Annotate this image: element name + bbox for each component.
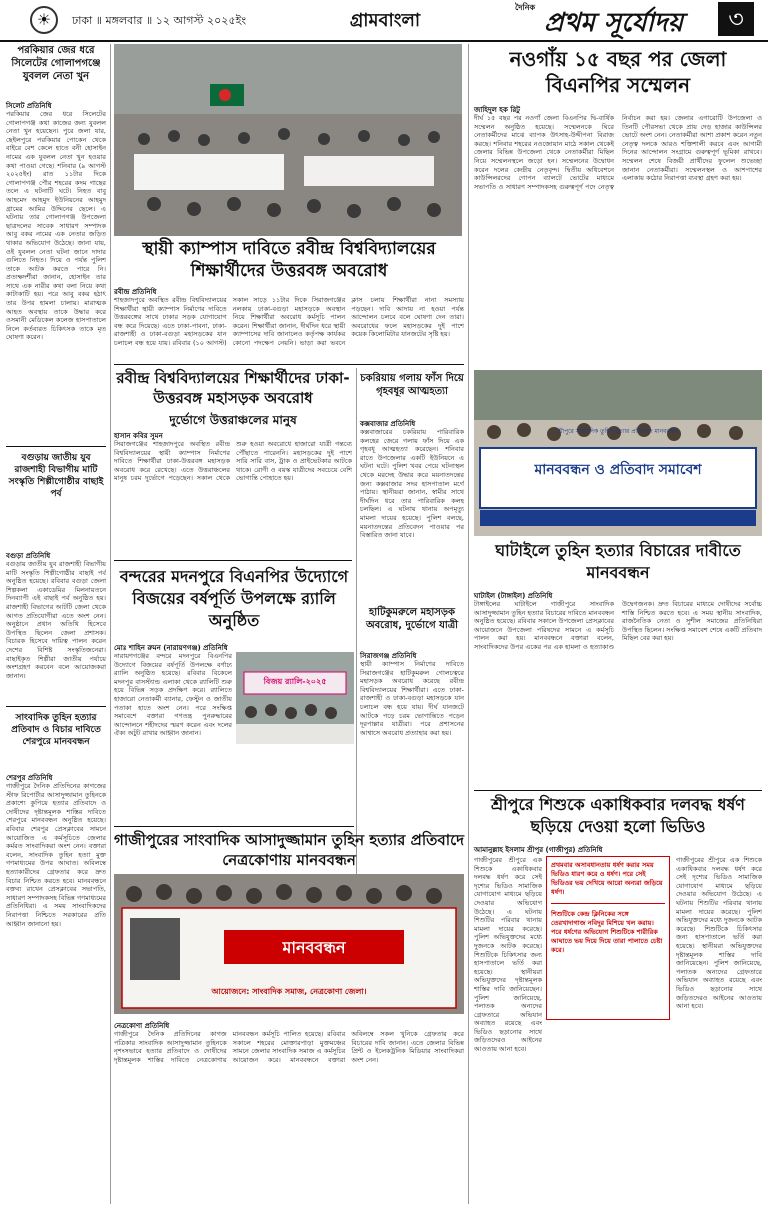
- story-headline: পরকিয়ার জের ধরে সিলেটের গোলাপগঞ্জে যুবলল নেতা খুন: [11, 45, 101, 82]
- divider: [114, 364, 464, 365]
- story-subhead: দুর্ভোগে উত্তরাঞ্চলের মানুষ: [169, 413, 297, 427]
- photo-banner: বিজয় র‌্যালি-২০২৫: [263, 677, 327, 686]
- sun-logo-icon: ☀: [30, 6, 58, 34]
- banner-caption: মানববন্ধন ও প্রতিবাদ সমাবেশ: [534, 462, 702, 478]
- pull-quote-box: [546, 856, 670, 1020]
- story-byline: জাহিদুল হক রিটু: [474, 106, 520, 114]
- story-byline: আমানুল্লাহ ইসলাম শ্রীপুর (গাজীপুর) প্রতিনিধি: [474, 846, 603, 854]
- story-headline: ঘাটাইলে তুহিন হত্যার বিচারের দাবীতে মানববন্ধন: [495, 541, 741, 582]
- story-headline: শ্রীপুরে শিশুকে একাধিকবার দলবদ্ধ ধর্ষণ ছড়িয়ে দেওয়া হলো ভিডিও: [491, 795, 745, 836]
- story-body: পরকিয়ার জের ধরে সিলেটের গোলাপগঞ্জ কথা কাজের জন্য যুবলল নেতা খুন হয়েছেন। পুরে জলা যার, ছেইলপুরে পরকিয়ার পোকেন থেকে বাইরে বেশ কেলে হাতে বনী হোসাইন নামের এক যুবলল নেতা খুন হওয়ার কথা পাওয়া গেছে। শনিবার (৯ আগস্ট ২০২৫ইং) রাত ১১টার দিকে গোলাপগঞ্জ পৌর শহরের কদম গাছের তলে এ ঘটনাটি ঘটে। নিহত বাবু আহমেদ আহমুদ ইউনিয়নের আহমুদ গ্রামের আমির উদ্দিনের ছেলে। এ ঘটনায় তার গোলাপগঞ্জ উপজেলা ছাত্রদলের সাবেক সাধারণ সম্পাদক আবু বকর নামের এক নেতার জড়িত থাকার অভিযোগ উঠেছে। জানা যায়, ওই যুবলল নেতা ঘটনা জানে দাদার গুলিতে নিহত। দিয়ে ও পর্যন্ত পুলিশ তাকে আটক করতে পারে নি। প্রত্যক্ষদর্শীরা জানান, হোসাইন তার সাথে এক নারীর কথা বলা নিয়ে কথা কাটাকাটি হয়। পরে আবু বকর হঠাৎ তার উপর হামলা চালায়। মারাত্মক আহত অবস্থায় তাকে উদ্ধার করে ওসমানী মেডিকেল কলেজ হাসপাতালে নিলে কর্তব্যরত চিকিৎসক তাকে মৃত ঘোষণা করেন।: [6, 110, 106, 342]
- photo-note: শ্রীপুরে সাংবাদিক তুহিন হত্যার প্রতিবাদে মানববন্ধন: [557, 428, 679, 435]
- rally-photo: [236, 652, 354, 744]
- story-body: কক্সবাজারের চকরিয়ায় পারিবারিক কলহের জেরে গলায় ফাঁস দিয়ে এক গৃহবধূ আত্মহত্যা করেছেন। শনিবার রাতে উপজেলার একটি ইউনিয়নে এ ঘটনা ঘটে। পুলিশ খবর পেয়ে ঘটনাস্থল থেকে মরদেহ উদ্ধার করে ময়নাতদন্তের জন্য কক্সবাজার সদর হাসপাতাল মর্গে পাঠায়। স্থানীয়রা জানান, স্বামীর সাথে দীর্ঘদিন ধরে তার পারিবারিক কলহ চলছিল। এ ঘটনায় থানায় অপমৃত্যু মামলা দায়ের হয়েছে। পুলিশ বলছে, ময়নাতদন্তের প্রতিবেদন পাওয়ার পর বিস্তারিত জানা যাবে।: [360, 428, 464, 540]
- story-body: স্থায়ী ক্যাম্পাস নির্মাণের দাবিতে সিরাজগঞ্জের হাটিকুমরুল গোলচত্বরে মহাসড়ক অবরোধ করেছে রবীন্দ্র বিশ্ববিদ্যালয়ের শিক্ষার্থীরা। এতে ঢাকা-রাজশাহী ও ঢাকা-বগুড়া মহাসড়কে যান চলাচল বন্ধ হয়ে যায়। দীর্ঘ যানজটে আটকে পড়ে চরম ভোগান্তিতে পড়েন দূরপাল্লার যাত্রীরা। পরে প্রশাসনের আশ্বাসে অবরোধ প্রত্যাহার করা হয়।: [360, 660, 464, 737]
- lead-body: শাহজাদপুরে অবস্থিত রবীন্দ্র বিশ্ববিদ্যালয়ের শিক্ষার্থীরা স্থায়ী ক্যাম্পাস নির্মাণের দাবিতে উত্তরবঙ্গের সাথে ঢাকার সড়ক যোগাযোগ বন্ধ করে দিয়েছে। এতে ঢাকা-পাবনা, ঢাকা-রাজশাহী ও ঢাকা-বগুড়া মহাসড়কের যান চলাচল বন্ধ হয়ে যায়। রবিবার (১০ আগস্ট) সকাল সাড়ে ১১টার দিকে সিরাজগঞ্জের নলকায় ঢাকা-বগুড়া মহাসড়কে অবস্থান নিয়ে শিক্ষার্থীরা অবরোধ কর্মসূচি পালন করেন। শিক্ষার্থীরা জানান, দীর্ঘদিন ধরে স্থায়ী ক্যাম্পাসের দাবি জানালেও কর্তৃপক্ষ কার্যকর কোনো পদক্ষেপ নেয়নি। ভাড়া করা ভবনে ক্লাস চলায় শিক্ষার্থীরা নানা সমস্যায় পড়ছেন। দাবি আদায় না হওয়া পর্যন্ত আন্দোলন চলবে বলে ঘোষণা দেন তারা। অবরোধের ফলে মহাসড়কের দুই পাশে কয়েক কিলোমিটার যানজটের সৃষ্টি হয়।: [114, 296, 464, 347]
- story-byline: কক্সবাজার প্রতিনিধি: [360, 420, 416, 428]
- pull-quote: শিশুটিকে কেন্দ্র ক্লিনিকের সঙ্গে তেরখাদাগাজ নবিদুর মিশিয়ে খল করায়। পরে ধর্ষণের অভিযোগ শিশুটিকে শারীরিক আঘাতে ভয় দিয়ে দিয়ে তারা পালাতে চেষ্টা করে।: [551, 910, 663, 954]
- brand-daily: দৈনিক: [515, 2, 536, 12]
- story-headline: চকরিয়ায় গলায় ফাঁস দিয়ে গৃহবধূর আত্মহত্যা: [360, 373, 464, 397]
- story-body: সিরাজগঞ্জের শাহজাদপুরে অবস্থিত রবীন্দ্র বিশ্ববিদ্যালয়ের স্থায়ী ক্যাম্পাস নির্মাণের দাবিতে শিক্ষার্থীরা ঢাকা-উত্তরবঙ্গ মহাসড়ক অবরোধ করে রেখেছে। এতে উত্তরাঞ্চলের মানুষ চরম দুর্ভোগে পড়েছেন। সকাল থেকে শুরু হওয়া অবরোধে হাজারো যাত্রী গন্তব্যে পৌঁছাতে পারেননি। মহাসড়কের দুই পাশে সারি সারি বাস, ট্রাক ও প্রাইভেটকার আটকে থাকে। রোগী ও বয়স্ক যাত্রীদের সবচেয়ে বেশি ভোগান্তি পোহাতে হয়।: [114, 440, 352, 483]
- story-byline: শেরপুর প্রতিনিধি: [6, 774, 53, 782]
- story-body: গাজীপুরে দৈনিক প্রতিদিনের কাগজের স্টাফ রিপোর্টার আসাদুজ্জামান তুহিনকে প্রকাশ্যে কুপিয়ে হত্যার প্রতিবাদে ও দোষীদের দৃষ্টান্তমূলক শাস্তির দাবিতে শেরপুরে মানববন্ধন অনুষ্ঠিত হয়েছে। রবিবার শেরপুর প্রেসক্লাবের সামনে আয়োজিত এ কর্মসূচিতে জেলার কর্মরত সাংবাদিকরা অংশ নেন। বক্তারা বলেন, সাংবাদিক তুহিন হত্যা মুক্ত গণমাধ্যমের উপর আঘাত। অবিলম্বে হত্যাকারীদের গ্রেফতার করে দ্রুত বিচার নিশ্চিত করতে হবে। মানববন্ধনে বক্তব্য রাখেন প্রেসক্লাবের সভাপতি, সাধারণ সম্পাদকসহ বিভিন্ন গণমাধ্যমের প্রতিনিধিরা। এ সময় সাংবাদিকদের নিরাপত্তা নিশ্চিতে সরকারের প্রতি আহ্বান জানানো হয়।: [6, 782, 106, 928]
- story-headline: হাটিকুমরুলে মহাসড়ক অবরোধ, দুর্ভোগে যাত্রী: [365, 607, 459, 631]
- story-headline: বগুড়ায় জাতীয় যুব রাজশাহী বিভাগীয় মাটি সংস্কৃতি শিল্পীগোষ্ঠীর বাছাই পর্ব: [8, 453, 104, 499]
- page-number: ৩: [718, 2, 754, 36]
- divider: [114, 826, 354, 827]
- story-headline: বন্দরের মদনপুরে বিএনপির উদ্যোগে বিজয়ের বর্ষপূর্তি উপলক্ষে র‌্যালি অনুষ্ঠিত: [119, 567, 349, 630]
- story-body: টাঙ্গাইলের ঘাটাইলে গাজীপুরে সাংবাদিক আসাদুজ্জামান তুহিন হত্যার বিচারের দাবিতে মানববন্ধন অনুষ্ঠিত হয়েছে। রবিবার সকালে উপজেলা প্রেসক্লাবের আয়োজনে উপজেলা পরিষদের সামনে এ কর্মসূচি পালন করা হয়। মানববন্ধনে বক্তারা বলেন, সাংবাদিকদের উপর একের পর এক হামলা ও হত্যাকাণ্ড উদ্বেগজনক। দ্রুত বিচারের মাধ্যমে দোষীদের সর্বোচ্চ শাস্তি নিশ্চিত করতে হবে। এ সময় স্থানীয় সাংবাদিক, রাজনৈতিক নেতা ও সুশীল সমাজের প্রতিনিধিরা উপস্থিত ছিলেন। সংক্ষিপ্ত সমাবেশ শেষে একটি প্রতিবাদ মিছিল বের করা হয়।: [474, 600, 762, 651]
- story-body-cont: গাজীপুরের শ্রীপুরে এক শিশুকে একাধিকবার দলবদ্ধ ধর্ষণ করে সেই দৃশ্যের ভিডিও সামাজিক যোগাযোগ মাধ্যমে ছড়িয়ে দেওয়ার অভিযোগ উঠেছে। এ ঘটনায় শিশুটির পরিবার থানায় মামলা দায়ের করেছে। পুলিশ অভিযুক্তদের মধ্যে দুজনকে আটক করেছে। শিশুটিকে চিকিৎসার জন্য হাসপাতালে ভর্তি করা হয়েছে। স্থানীয়রা অভিযুক্তদের দৃষ্টান্তমূলক শাস্তির দাবি জানিয়েছেন। পুলিশ জানিয়েছে, পলাতক অন্যদের গ্রেফতারে অভিযান অব্যাহত রয়েছে এবং ভিডিও ছড়ানোর সাথে জড়িতদেরও আইনের আওতায় আনা হবে।: [676, 856, 762, 1011]
- masthead: [0, 0, 768, 42]
- story-body: নারায়ণগঞ্জের বন্দরে মদনপুরে বিএনপির উদ্যোগে বিজয়ের বর্ষপূর্তি উপলক্ষে বর্ণাঢ্য র‌্যালি অনুষ্ঠিত হয়েছে। রবিবার বিকেলে মদনপুর বাসস্ট্যান্ড এলাকা থেকে র‌্যালিটি শুরু হয়ে বিভিন্ন সড়ক প্রদক্ষিণ করে। র‌্যালিতে হাজারো নেতাকর্মী ব্যানার, ফেস্টুন ও জাতীয় পতাকা হাতে অংশ নেন। পরে সংক্ষিপ্ত সমাবেশে বক্তারা গণতন্ত্র পুনরুদ্ধারের আন্দোলনে শহীদদের স্মরণ করেন এবং দলের ঐক্য অটুট রাখার আহ্বান জানান।: [114, 652, 232, 738]
- column-divider: [356, 368, 357, 888]
- story-byline: রবীন্দ্র প্রতিনিধি: [114, 288, 157, 296]
- column-divider: [110, 44, 111, 1204]
- left-column: [6, 44, 106, 1204]
- story-byline: নেত্রকোণা প্রতিনিধি: [114, 1022, 170, 1030]
- pull-quote: প্রথমবার অসাবধানতায় ধর্ষণ করার সময় ভিডিও ধারণ করে ও ধর্ষণ। পরে সেই ভিডিওর ভয় দেখিয়ে আরো অন্যরা জড়িয়ে ধর্ষণ।: [551, 861, 663, 896]
- story-byline: মোঃ শাহিন রুমন (নারায়ণগঞ্জ) প্রতিনিধি: [114, 644, 228, 652]
- divider: [6, 446, 106, 447]
- story-byline: সিলেট প্রতিনিধি: [6, 102, 52, 110]
- banner-org: আয়োজনে: সাংবাদিক সমাজ, নেত্রকোণা জেলা।: [211, 987, 367, 996]
- divider: [474, 790, 762, 791]
- section-title: গ্রামবাংলা: [349, 10, 421, 31]
- divider: [114, 560, 352, 561]
- lead-headline: স্থায়ী ক্যাম্পাস দাবিতে রবীন্দ্র বিশ্ববিদ্যালয়ের শিক্ষার্থীদের উত্তরবঙ্গ অবরোধ: [142, 239, 436, 281]
- story-byline: হাসান কবির সুমন: [114, 432, 163, 440]
- story-body: বগুড়ায় জাতীয় যুব রাজশাহী বিভাগীয় মাটি সংস্কৃতি শিল্পীগোষ্ঠীর বাছাই পর্ব অনুষ্ঠিত হয়েছে। রবিবার বগুড়া জেলা শিল্পকলা একাডেমির মিলনায়তনে দিনব্যাপী এই বাছাই পর্ব অনুষ্ঠিত হয়। রাজশাহী বিভাগের আটটি জেলা থেকে আগত প্রতিযোগীরা এতে অংশ নেন। অনুষ্ঠানে প্রধান অতিথি হিসেবে উপস্থিত ছিলেন জেলা প্রশাসক। বিচারক হিসেবে দায়িত্ব পালন করেন দেশের বিশিষ্ট সংস্কৃতিজনেরা। বাছাইকৃত শিল্পীরা জাতীয় পর্যায়ে অংশগ্রহণ করবেন বলে আয়োজকরা জানান।: [6, 560, 106, 680]
- story-body: গাজীপুরের শ্রীপুরে এক শিশুকে একাধিকবার দলবদ্ধ ধর্ষণ করে সেই দৃশ্যের ভিডিও সামাজিক যোগাযোগ মাধ্যমে ছড়িয়ে দেওয়ার অভিযোগ উঠেছে। এ ঘটনায় শিশুটির পরিবার থানায় মামলা দায়ের করেছে। পুলিশ অভিযুক্তদের মধ্যে দুজনকে আটক করেছে। শিশুটিকে চিকিৎসার জন্য হাসপাতালে ভর্তি করা হয়েছে। স্থানীয়রা অভিযুক্তদের দৃষ্টান্তমূলক শাস্তির দাবি জানিয়েছেন। পুলিশ জানিয়েছে, পলাতক অন্যদের গ্রেফতারে অভিযান অব্যাহত রয়েছে এবং ভিডিও ছড়ানোর সাথে জড়িতদেরও আইনের আওতায় আনা হবে।: [474, 856, 542, 1054]
- brand-name: প্রথম সূর্যোদয়: [544, 8, 684, 38]
- story-byline: ঘাটাইল (টাঙ্গাইল) প্রতিনিধি: [474, 592, 553, 600]
- story-headline: সাংবাদিক তুহিন হত্যার প্রতিবাদ ও বিচার দাবিতে শেরপুরে মানববন্ধন: [11, 713, 101, 747]
- date-line: ঢাকা ॥ মঙ্গলবার ॥ ১২ আগস্ট ২০২৫ইং: [72, 14, 247, 27]
- story-body: গাজীপুরে দৈনিক প্রতিদিনের কাগজ পত্রিকার সাংবাদিক আসাদুজ্জামান তুহিনকে নৃশংসভাবে হত্যার প্রতিবাদে ও দোষীদের দৃষ্টান্তমূলক শাস্তির দাবিতে নেত্রকোণায় মানববন্ধন কর্মসূচি পালিত হয়েছে। রবিবার সকালে শহরের মোক্তারপাড়া মুক্তমঞ্চের সামনে জেলার সাংবাদিক সমাজ এ কর্মসূচির আয়োজন করে। মানববন্ধনে বক্তারা অবিলম্বে সকল খুনিকে গ্রেফতার করে বিচারের দাবি জানান। এতে জেলার বিভিন্ন প্রিন্ট ও ইলেকট্রনিক মিডিয়ার সাংবাদিকরা অংশ নেন।: [114, 1030, 464, 1064]
- story-byline: বগুড়া প্রতিনিধি: [6, 552, 51, 560]
- story-headline: নওগাঁয় ১৫ বছর পর জেলা বিএনপির সম্মেলন: [509, 47, 727, 97]
- story-body: দীর্ঘ ১৫ বছর পর নওগাঁ জেলা বিএনপির দ্বি-বার্ষিক সম্মেলন অনুষ্ঠিত হয়েছে। সম্মেলনকে ঘিরে নেতাকর্মীদের মাঝে ব্যাপক উৎসাহ-উদ্দীপনা বিরাজ করছে। শনিবার শহরের নওজোয়ান মাঠে সকাল থেকেই জেলার বিভিন্ন উপজেলা থেকে নেতাকর্মীরা মিছিল নিয়ে সম্মেলনস্থলে জড়ো হন। সম্মেলনের উদ্বোধন করেন দলের কেন্দ্রীয় নেতৃবৃন্দ। দ্বিতীয় অধিবেশনে কাউন্সিলরদের গোপন ব্যালটে ভোটের মাধ্যমে সভাপতি ও সাধারণ সম্পাদকসহ গুরুত্বপূর্ণ পদে নেতৃত্ব নির্বাচন করা হয়। জেলার এগারোটি উপজেলা ও তিনটি পৌরসভা থেকে প্রায় দেড় হাজার কাউন্সিলর ভোটে অংশ নেন। নেতাকর্মীরা আশা প্রকাশ করেন নতুন নেতৃত্ব দলকে আরও শক্তিশালী করবে এবং আগামী দিনের আন্দোলন সংগ্রামে গুরুত্বপূর্ণ ভূমিকা রাখবে। সম্মেলন শেষে বিজয়ী প্রার্থীদের ফুলেল শুভেচ্ছা জানান নেতাকর্মীরা। সম্মেলনস্থল ও আশপাশের এলাকায় কঠোর নিরাপত্তা ব্যবস্থা গ্রহণ করা হয়।: [474, 114, 762, 191]
- story-headline: গাজীপুরের সাংবাদিক আসাদুজ্জামান তুহিন হত্যার প্রতিবাদে নেত্রকোণায় মানববন্ধন: [114, 831, 464, 869]
- banner-title: মানববন্ধন: [282, 938, 346, 957]
- column-divider: [468, 44, 469, 1204]
- protest-photo: [114, 44, 462, 236]
- divider: [551, 903, 665, 904]
- rally-photo: [474, 370, 762, 536]
- brand-logo: [515, 2, 683, 46]
- story-headline: রবীন্দ্র বিশ্ববিদ্যালয়ের শিক্ষার্থীদের ঢাকা-উত্তরবঙ্গ মহাসড়ক অবরোধ: [116, 369, 350, 407]
- divider: [6, 706, 106, 707]
- story-byline: সিরাজগঞ্জ প্রতিনিধি: [360, 652, 417, 660]
